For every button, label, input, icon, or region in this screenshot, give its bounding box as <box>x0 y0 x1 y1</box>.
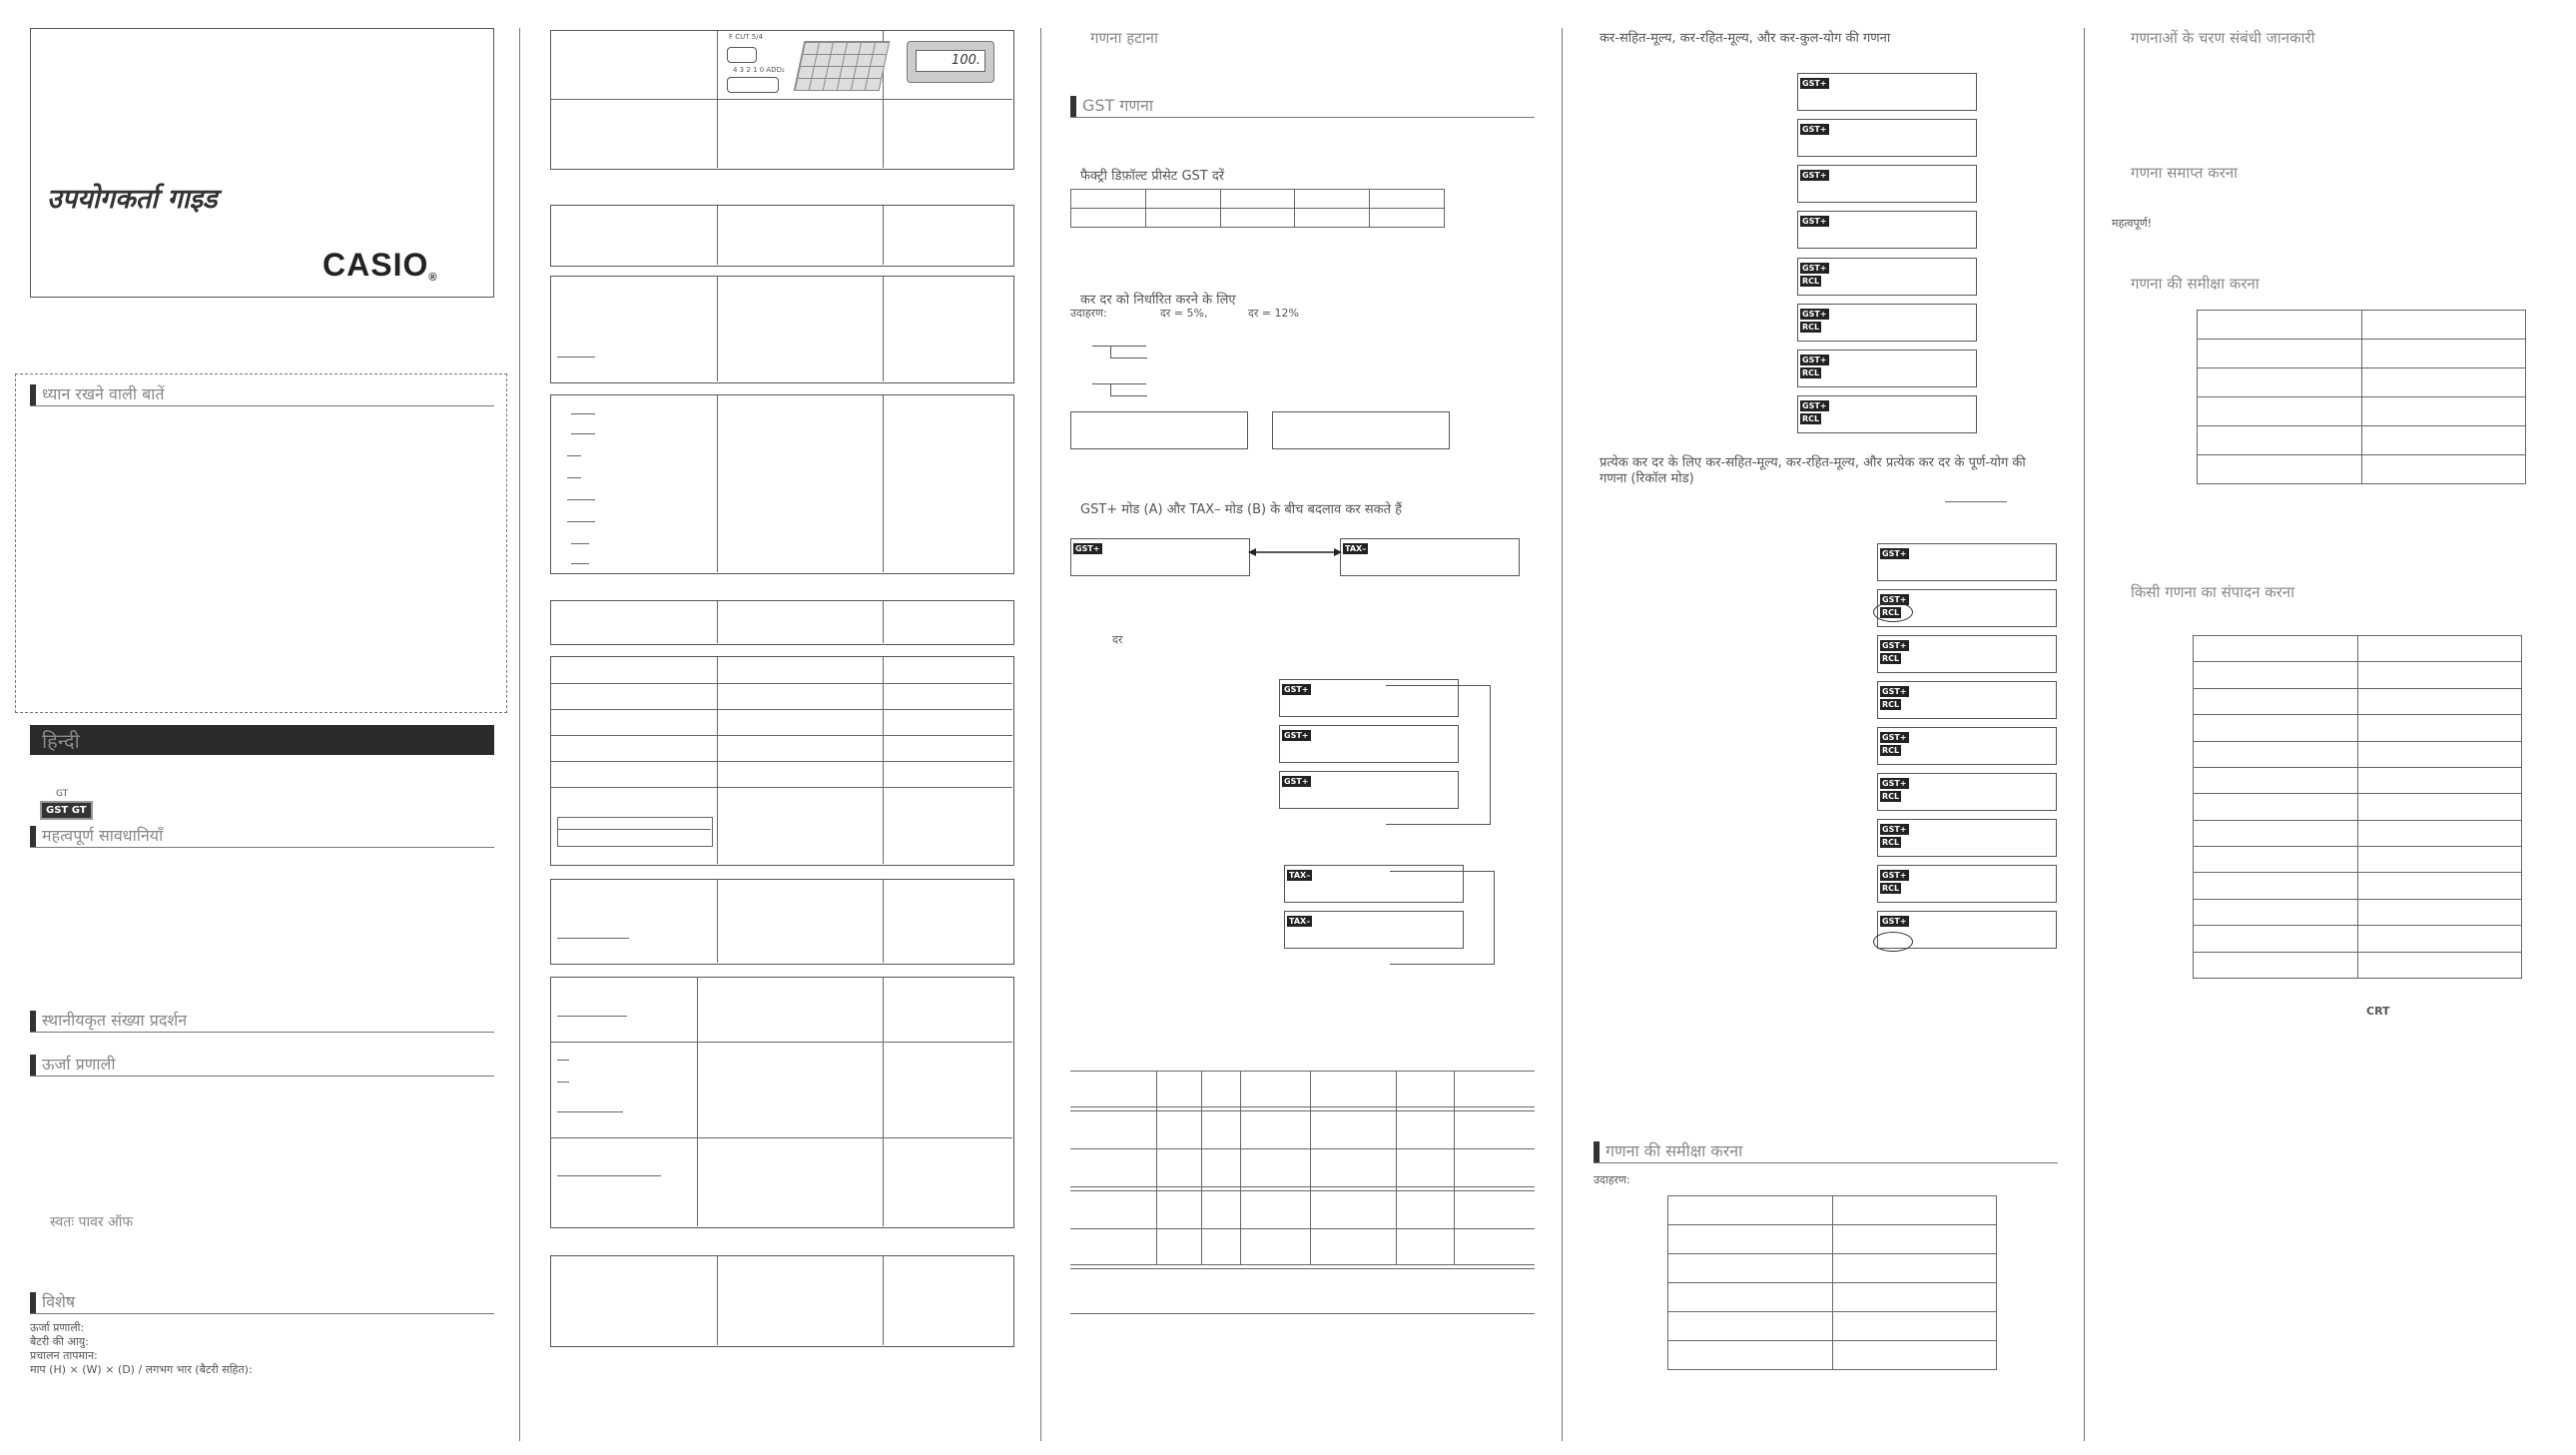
preset-heading: फैक्ट्री डिफ़ॉल्ट प्रीसेट GST दरें <box>1080 169 1225 184</box>
notes-heading: ध्यान रखने वाली बातें <box>30 384 494 406</box>
edit-table <box>2193 635 2522 979</box>
calc-display-5: GST+ RCL <box>1797 258 1977 296</box>
calculator-illustration-table <box>550 30 1014 170</box>
display-screen <box>916 50 985 72</box>
column-divider-2 <box>1040 28 1041 1441</box>
cover-panel <box>30 28 494 298</box>
recall-display-6: GST+ RCL <box>1877 773 2057 811</box>
power-heading: ऊर्जा प्रणाली <box>30 1055 494 1077</box>
language-banner <box>30 725 494 755</box>
casio-logo-text: CASIO <box>322 247 429 283</box>
recall-display-4: GST+ RCL <box>1877 681 2057 719</box>
spec-line-dimensions: माप (H) × (W) × (D) / लगभग भार (बैटरी सहित): <box>30 1363 253 1376</box>
table-block-5 <box>550 600 1014 645</box>
gst-display-a3: GST+ <box>1279 771 1459 809</box>
calc-display-1: GST+ <box>1797 73 1977 111</box>
tax-display-b1: TAX– <box>1284 865 1464 903</box>
delete-heading: गणना हटाना <box>1090 29 1158 47</box>
gst-heading: GST गणना <box>1070 96 1535 118</box>
specs-heading: विशेष <box>30 1292 494 1314</box>
rate-label: दर <box>1112 633 1123 646</box>
table-block-3 <box>550 276 1014 383</box>
per-rate-underline <box>1945 501 2007 502</box>
display-illustration <box>907 41 994 83</box>
keypad-icon <box>794 41 891 91</box>
recall-display-8: GST+ RCL <box>1877 865 2057 903</box>
spec-line-battery: बैटरी की आयु: <box>30 1335 89 1348</box>
rounding-labels: 4 3 2 1 0 ADD₂ <box>733 66 785 74</box>
column-divider-4 <box>2084 28 2085 1441</box>
table-block-2 <box>550 205 1014 267</box>
recall-display-2: GST+ RCL <box>1877 589 2057 627</box>
set-rate-heading: कर दर को निर्धारित करने के लिए <box>1080 293 1236 308</box>
switch-labels: F CUT 5/4 <box>729 33 764 41</box>
gst-mode-display: GST+ <box>1070 538 1250 576</box>
precautions-heading: महत्वपूर्ण सावधानियाँ <box>30 826 494 848</box>
calc-display-2: GST+ <box>1797 119 1977 157</box>
spec-line-temperature: प्रचालन तापमान: <box>30 1349 98 1362</box>
gst-cycle-bracket <box>1386 685 1491 825</box>
column-divider-1 <box>519 28 520 1441</box>
gt-key-top-label: GT <box>56 789 69 799</box>
gst-display-a1: GST+ <box>1279 679 1459 717</box>
gst-gt-key: GST GT <box>40 801 93 820</box>
rcl-highlight-ring <box>1873 602 1913 622</box>
rate-example-1: दर = 5%, <box>1160 307 1208 320</box>
rounding-slider[interactable] <box>727 77 779 93</box>
table-block-8 <box>550 977 1014 1228</box>
rate-display-1 <box>1070 411 1248 449</box>
calc-display-3: GST+ <box>1797 165 1977 203</box>
finish-heading: गणना समाप्त करना <box>2131 164 2239 182</box>
rate-display-2 <box>1272 411 1450 449</box>
spec-line-power: ऊर्जा प्रणाली: <box>30 1321 85 1334</box>
calc-display-7: GST+ RCL <box>1797 350 1977 387</box>
column-divider-3 <box>1562 28 1563 1441</box>
mode-switch-arrow <box>1248 545 1342 559</box>
tax-mode-display: TAX– <box>1340 538 1520 576</box>
review-table-col5 <box>2197 310 2526 484</box>
auto-power-off-label: स्वतः पावर ऑफ <box>50 1214 134 1230</box>
review-heading-col5: गणना की समीक्षा करना <box>2131 275 2259 293</box>
preset-rates-table <box>1070 189 1445 228</box>
recall-highlight-ring <box>1873 932 1913 952</box>
tax-display-b2: TAX– <box>1284 911 1464 949</box>
notes-panel <box>15 373 507 713</box>
crt-label: CRT <box>2366 1005 2390 1018</box>
review-heading-col4: गणना की समीक्षा करना <box>1594 1141 2058 1163</box>
decimal-heading: स्थानीयकृत संख्या प्रदर्शन <box>30 1011 494 1033</box>
calc-display-8: GST+ RCL <box>1797 395 1977 433</box>
switch-slider[interactable] <box>727 47 757 63</box>
steps-heading: गणनाओं के चरण संबंधी जानकारी <box>2131 29 2315 47</box>
switch-modes-heading: GST+ मोड (A) और TAX– मोड (B) के बीच बदलाव कर सकते हैं <box>1080 502 1403 517</box>
recall-display-7: GST+ RCL <box>1877 819 2057 857</box>
recall-display-3: GST+ RCL <box>1877 635 2057 673</box>
language-label: हिन्दी <box>42 729 80 753</box>
table-block-7 <box>550 879 1014 965</box>
mode-comparison-table <box>1070 1071 1535 1315</box>
calc-display-6: GST+ RCL <box>1797 304 1977 342</box>
important-label: महत्वपूर्ण! <box>2112 217 2153 230</box>
per-rate-heading: प्रत्येक कर दर के लिए कर-सहित-मूल्य, कर-रहित-मूल्य, और प्रत्येक कर दर के पूर्ण-योग की गणना (रिकॉल मोड) <box>1600 455 2026 486</box>
review-table-col4 <box>1667 1195 1997 1370</box>
casio-logo <box>322 247 437 284</box>
gst-display-a2: GST+ <box>1279 725 1459 763</box>
cover-title: उपयोगकर्ता गाइड <box>47 184 218 215</box>
example-label: उदाहरण: <box>1070 307 1107 320</box>
registered-mark: ® <box>428 272 438 284</box>
tax-cycle-bracket <box>1390 871 1495 965</box>
edit-heading: किसी गणना का संपादन करना <box>2131 583 2295 601</box>
display-value: 100. <box>952 53 980 68</box>
calc-heading: कर-सहित-मूल्य, कर-रहित-मूल्य, और कर-कुल-योग की गणना <box>1600 31 1891 46</box>
table-block-4 <box>550 394 1014 574</box>
table-block-9 <box>550 1255 1014 1347</box>
review-example-label: उदाहरण: <box>1594 1173 1630 1186</box>
table-block-6 <box>550 656 1014 866</box>
rate-example-2: दर = 12% <box>1248 307 1299 320</box>
recall-display-5: GST+ RCL <box>1877 727 2057 765</box>
recall-display-9: GST+ <box>1877 911 2057 949</box>
calc-display-4: GST+ <box>1797 211 1977 249</box>
recall-display-1: GST+ <box>1877 543 2057 581</box>
